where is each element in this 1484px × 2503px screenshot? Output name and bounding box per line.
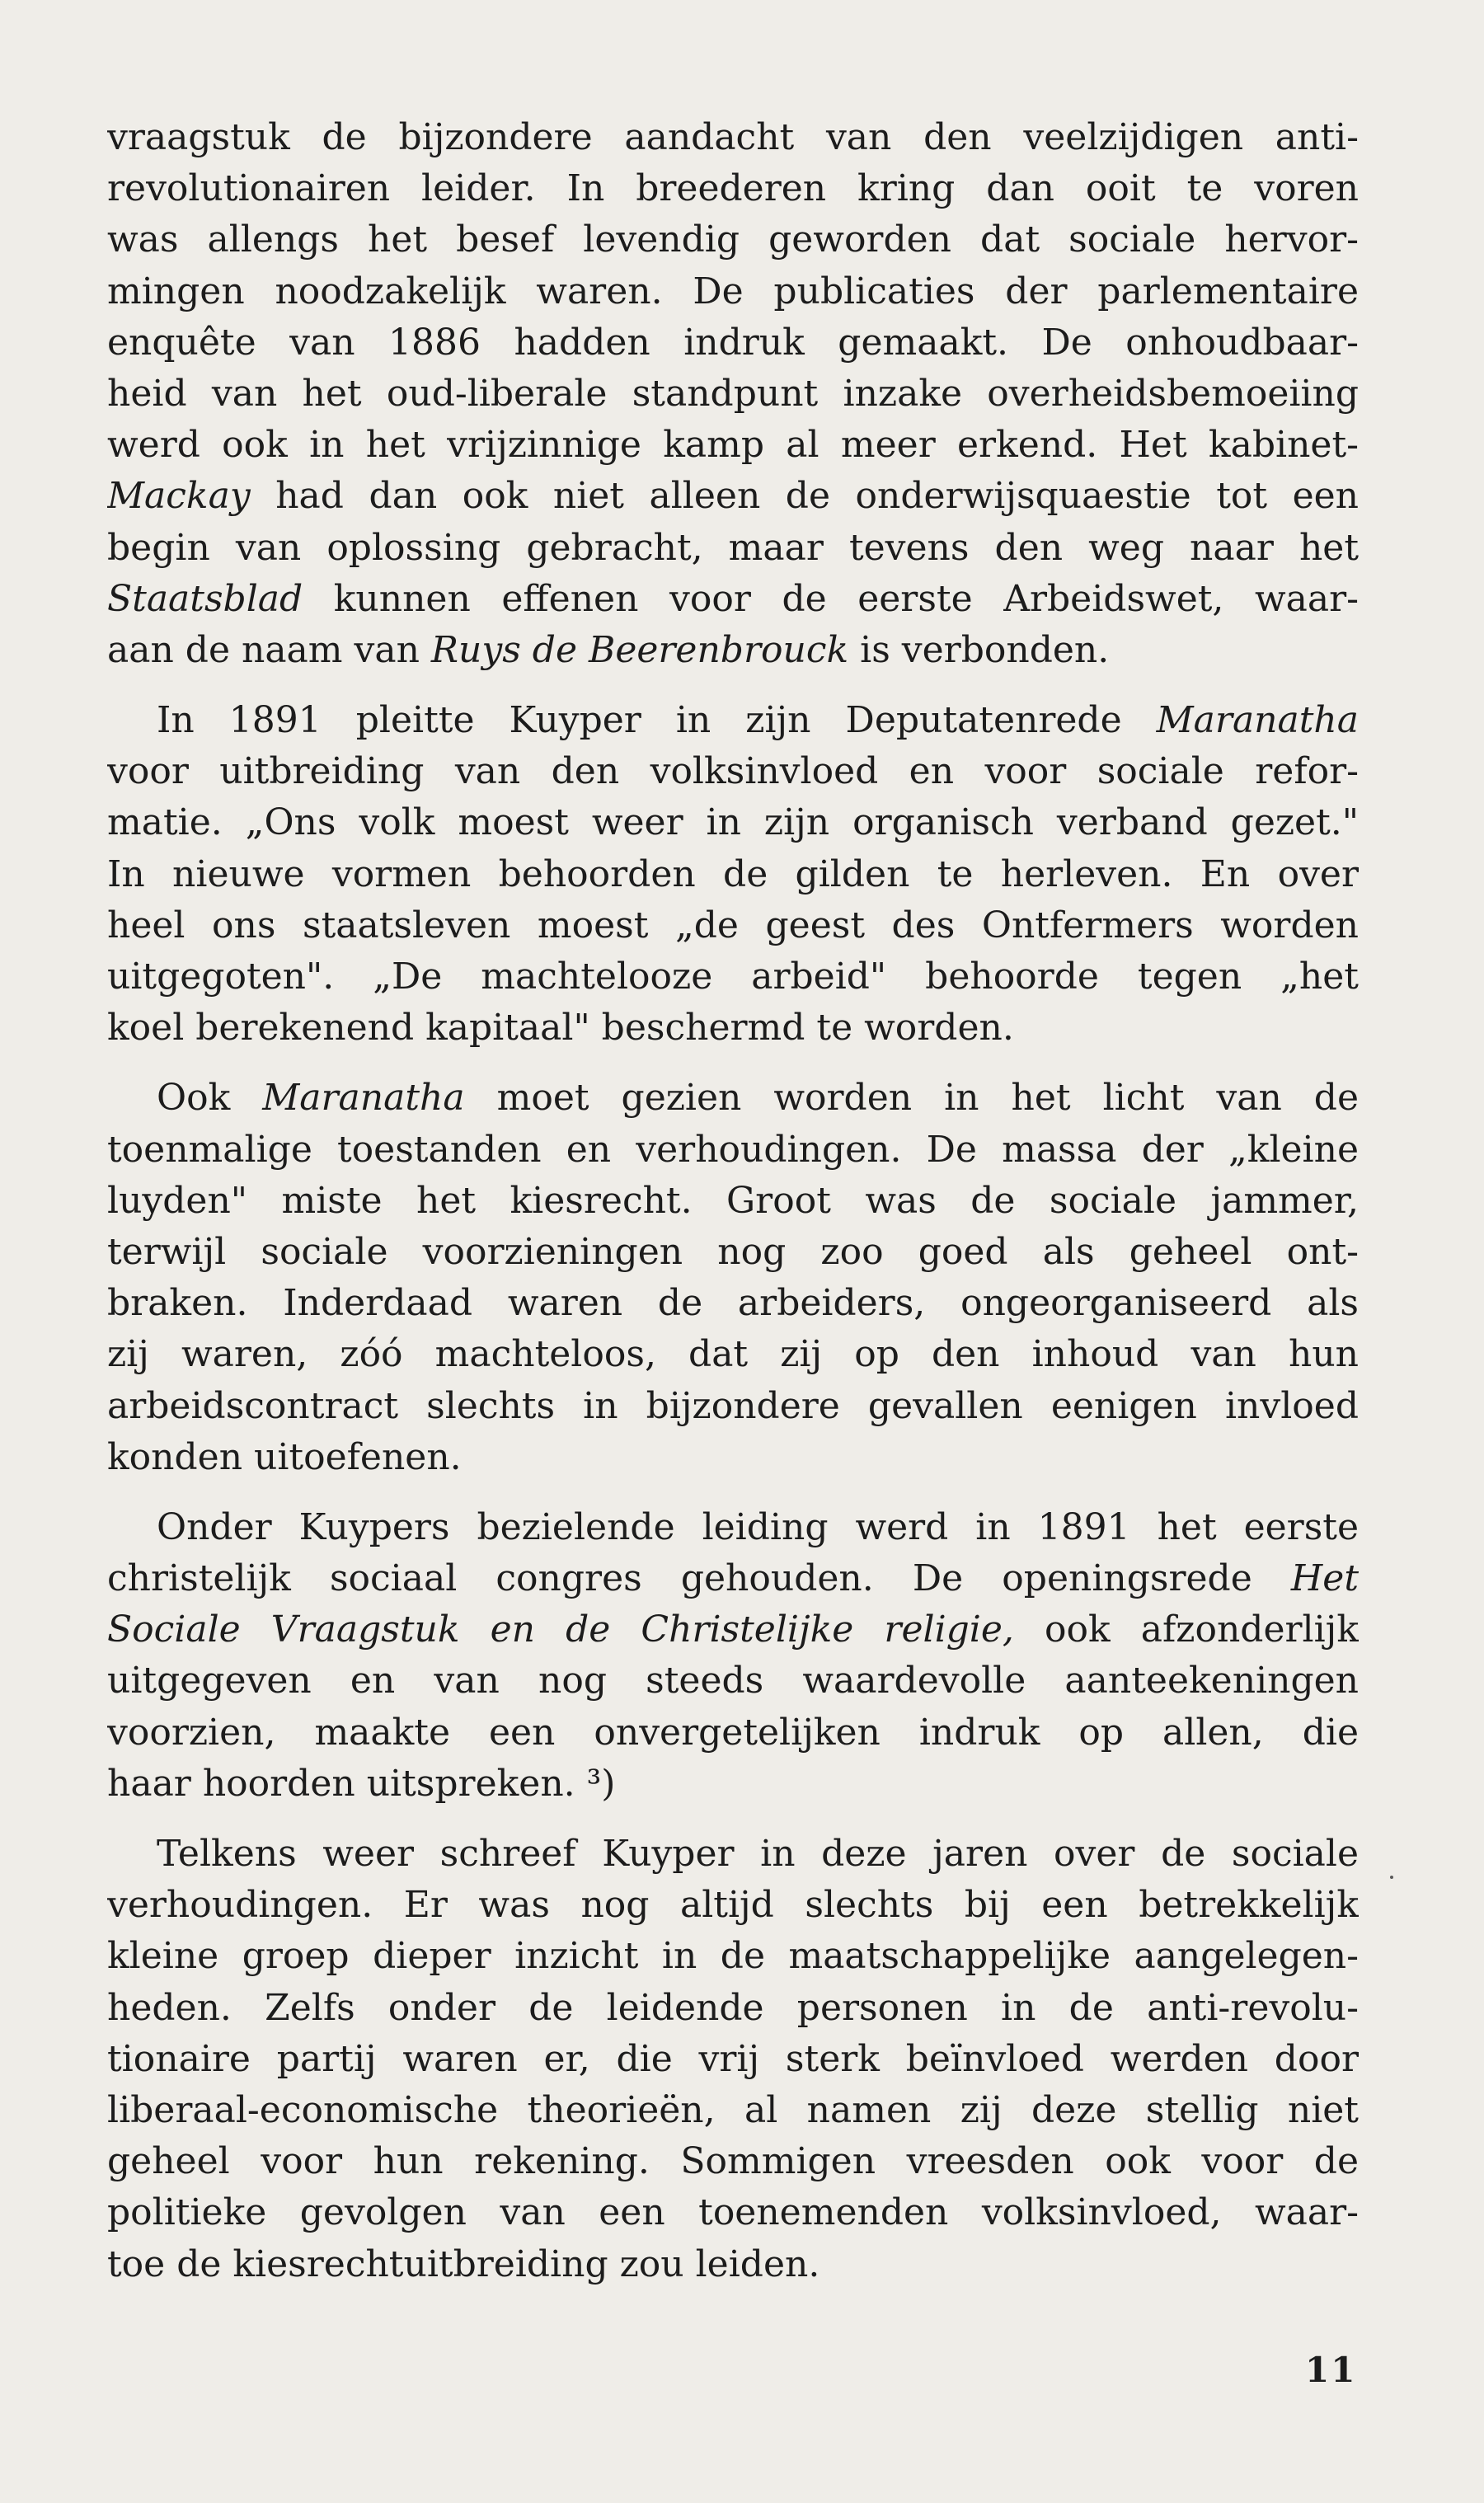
text-line — [107, 1073, 1359, 1124]
text-run: begin van oplossing gebracht, maar tevens den weg naar het — [107, 526, 1359, 569]
italic-text: Mackay — [107, 475, 251, 518]
text-run: Onder Kuypers bezielende leiding werd in 1891 het eerste — [157, 1505, 1359, 1548]
italic-text: Ruys de Beerenbrouck — [430, 628, 849, 671]
text-run: In 1891 pleitte Kuyper in zijn Deputatenrede — [157, 699, 1157, 742]
text-line — [107, 1655, 1359, 1707]
text-line — [107, 317, 1359, 369]
text-line — [107, 471, 1359, 522]
text-run: zij waren, zóó machteloos, dat zij op den inhoud van hun — [107, 1333, 1359, 1376]
text-run: konden uitoefenen. — [107, 1435, 462, 1478]
text-run: In nieuwe vormen behoorden de gilden te herleven. En over — [107, 852, 1359, 895]
text-line — [107, 1502, 1359, 1553]
text-run: was allengs het besef levendig geworden dat sociale hervor- — [107, 218, 1359, 261]
text-run: luyden" miste het kiesrecht. Groot was de sociale jammer, — [107, 1179, 1359, 1222]
text-run: moet gezien worden in het licht van de — [464, 1077, 1359, 1120]
italic-text: Maranatha — [262, 1077, 465, 1120]
text-line — [107, 1125, 1359, 1176]
text-line — [107, 1983, 1359, 2034]
text-run: kunnen effenen voor de eerste Arbeidswet, waar- — [303, 577, 1359, 620]
text-run: politieke gevolgen van een toenemenden volksinvloed, waar- — [107, 2191, 1359, 2234]
text-line — [107, 2136, 1359, 2187]
text-line — [107, 2085, 1359, 2136]
text-line — [107, 625, 1359, 676]
text-run: terwijl sociale voorzieningen nog zoo goed als geheel ont- — [107, 1230, 1359, 1273]
text-run: liberaal-economische theorieën, al namen zij deze stellig niet — [107, 2088, 1359, 2131]
text-line — [107, 1759, 1359, 1810]
text-run: haar hoorden uitspreken. ³) — [107, 1762, 616, 1805]
text-line — [107, 574, 1359, 625]
text-run: is verbonden. — [848, 628, 1110, 671]
text-run: werd ook in het vrijzinnige kamp al meer erkend. Het kabinet- — [107, 424, 1359, 467]
text-line — [107, 695, 1359, 746]
text-line — [107, 746, 1359, 797]
text-run: Ook — [157, 1077, 263, 1120]
text-run: uitgegeven en van nog steeds waardevolle aanteekeningen — [107, 1660, 1359, 1702]
text-line — [107, 1329, 1359, 1380]
text-line — [107, 1553, 1359, 1604]
page-number: 11 — [1305, 2350, 1357, 2390]
text-line — [107, 797, 1359, 848]
italic-text: Maranatha — [1156, 699, 1359, 742]
text-run: voorzien, maakte een onvergetelijken indruk op allen, die — [107, 1711, 1359, 1754]
text-run: uitgegoten". „De machtelooze arbeid" behoorde tegen „het — [107, 956, 1359, 998]
text-line — [107, 163, 1359, 214]
paragraph — [107, 1073, 1359, 1483]
text-run: had dan ook niet alleen de onderwijsquaestie tot een — [250, 475, 1359, 518]
body-text — [107, 112, 1359, 2309]
text-line — [107, 523, 1359, 574]
text-run: vraagstuk de bijzondere aandacht van den veelzijdigen anti- — [107, 116, 1359, 158]
text-line — [107, 1278, 1359, 1329]
text-run: enquête van 1886 hadden indruk gemaakt. De onhoudbaar- — [107, 321, 1359, 364]
text-run: mingen noodzakelijk waren. De publicaties der parlementaire — [107, 270, 1359, 312]
text-line — [107, 2034, 1359, 2085]
text-line — [107, 1381, 1359, 1432]
text-line — [107, 420, 1359, 471]
text-run: christelijk sociaal congres gehouden. De openingsrede — [107, 1557, 1291, 1600]
italic-text: Het — [1290, 1557, 1359, 1600]
text-line — [107, 1003, 1359, 1054]
text-run: arbeidscontract slechts in bijzondere gevallen eenigen invloed — [107, 1384, 1359, 1427]
text-run: voor uitbreiding van den volksinvloed en voor sociale refor- — [107, 750, 1359, 793]
paragraph — [107, 112, 1359, 676]
text-run: koel berekenend kapitaal" beschermd te worden. — [107, 1007, 1014, 1050]
text-line — [107, 2187, 1359, 2238]
text-line — [107, 1604, 1359, 1655]
text-run: heden. Zelfs onder de leidende personen in de anti-revolu- — [107, 1986, 1359, 2029]
text-line — [107, 1880, 1359, 1931]
text-line — [107, 266, 1359, 317]
text-line — [107, 112, 1359, 163]
text-run: geheel voor hun rekening. Sommigen vreesden ook voor de — [107, 2140, 1359, 2183]
text-line — [107, 951, 1359, 1003]
text-line — [107, 1432, 1359, 1483]
text-line — [107, 1829, 1359, 1880]
text-run: aan de naam van — [107, 628, 431, 671]
text-line — [107, 1707, 1359, 1759]
text-run: kleine groep dieper inzicht in de maatschappelijke aangelegen- — [107, 1935, 1359, 1978]
text-run: toenmalige toestanden en verhoudingen. De massa der „kleine — [107, 1128, 1359, 1171]
italic-text: Sociale Vraagstuk en de Christelijke religie, — [107, 1608, 1014, 1651]
text-line — [107, 900, 1359, 951]
text-line — [107, 1931, 1359, 1982]
text-run: toe de kiesrechtuitbreiding zou leiden. — [107, 2242, 820, 2285]
text-line — [107, 1176, 1359, 1227]
paragraph — [107, 695, 1359, 1054]
text-run: verhoudingen. Er was nog altijd slechts bij een betrekkelijk — [107, 1884, 1359, 1927]
text-run: matie. „Ons volk moest weer in zijn organisch verband gezet." — [107, 801, 1359, 844]
text-run: heel ons staatsleven moest „de geest des Ontfermers worden — [107, 904, 1359, 946]
text-run: revolutionairen leider. In breederen kring dan ooit te voren — [107, 167, 1359, 210]
text-line — [107, 2239, 1359, 2290]
text-run: Telkens weer schreef Kuyper in deze jaren over de sociale — [157, 1833, 1359, 1875]
paragraph — [107, 1829, 1359, 2290]
text-run: ook afzonderlijk — [1013, 1608, 1359, 1651]
text-run: tionaire partij waren er, die vrij sterk beïnvloed werden door — [107, 2037, 1359, 2080]
text-run: braken. Inderdaad waren de arbeiders, ongeorganiseerd als — [107, 1282, 1359, 1325]
italic-text: Staatsblad — [107, 577, 303, 620]
text-line — [107, 1227, 1359, 1278]
paragraph — [107, 1502, 1359, 1810]
print-speck — [1390, 1876, 1393, 1879]
text-line — [107, 849, 1359, 900]
text-run: heid van het oud-liberale standpunt inzake overheidsbemoeiing — [107, 372, 1359, 415]
text-line — [107, 369, 1359, 420]
text-line — [107, 214, 1359, 265]
